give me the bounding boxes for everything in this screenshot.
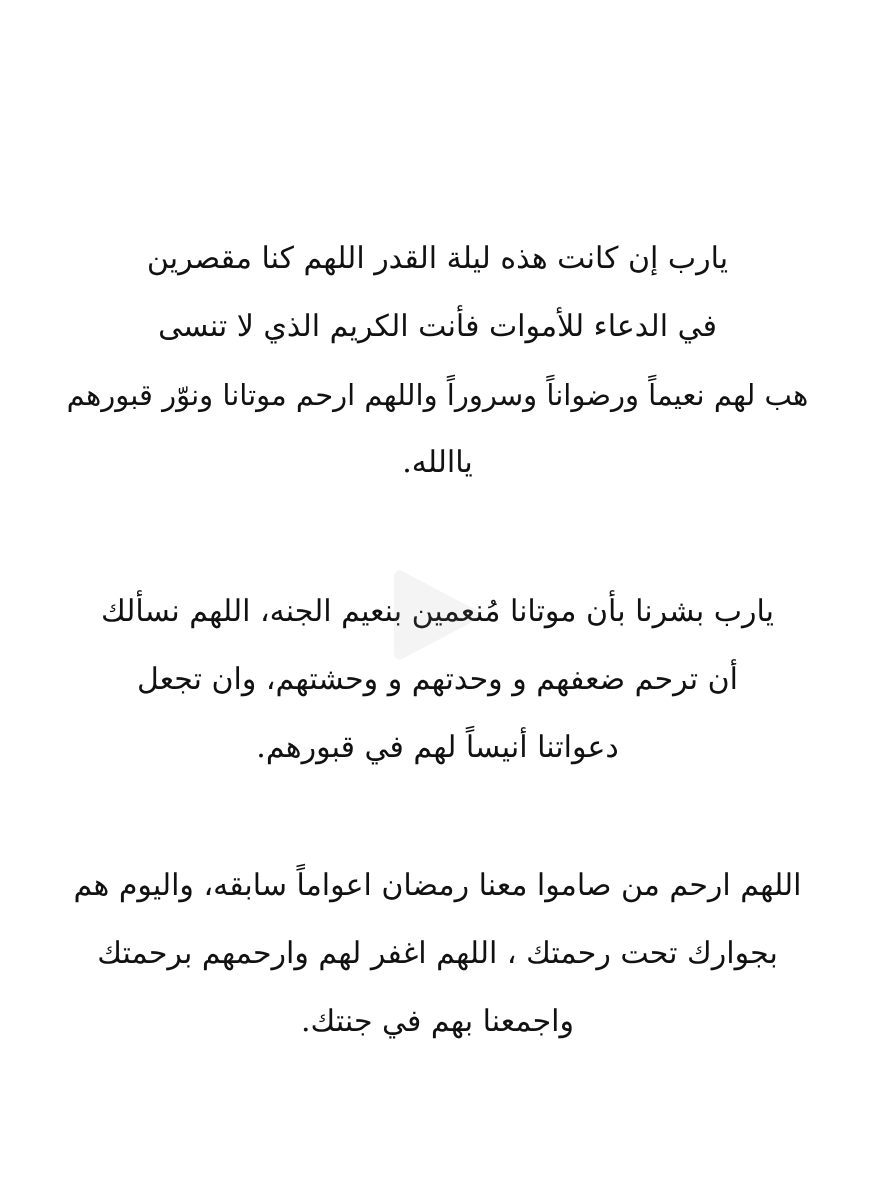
text-line: دعواتنا أنيساً لهم في قبورهم. [256, 730, 619, 765]
paragraph-3 [60, 852, 815, 1056]
text-line: أن ترحم ضعفهم و وحدتهم و وحشتهم، وان تجعل [137, 662, 738, 697]
text-line: ياالله. [402, 445, 473, 480]
text-line: واجمعنا بهم في جنتك. [301, 1004, 574, 1039]
text-line: يارب إن كانت هذه ليلة القدر اللهم كنا مقصرين [146, 241, 729, 276]
text-line: يارب بشرنا بأن موتانا مُنعمين بنعيم الجنه، اللهم نسألك [101, 594, 774, 629]
text-line: هب لهم نعيماً ورضواناً وسروراً واللهم ارحم موتانا ونوّر قبورهم [66, 378, 809, 412]
text-line: بجوارك تحت رحمتك ، اللهم اغفر لهم وارحمهم برحمتك [97, 936, 778, 971]
paragraph-2 [60, 578, 815, 782]
paragraph-1 [60, 225, 815, 497]
text-line: في الدعاء للأموات فأنت الكريم الذي لا تنسى [158, 309, 717, 344]
text-line: اللهم ارحم من صاموا معنا رمضان اعواماً سابقه، واليوم هم [73, 868, 802, 903]
